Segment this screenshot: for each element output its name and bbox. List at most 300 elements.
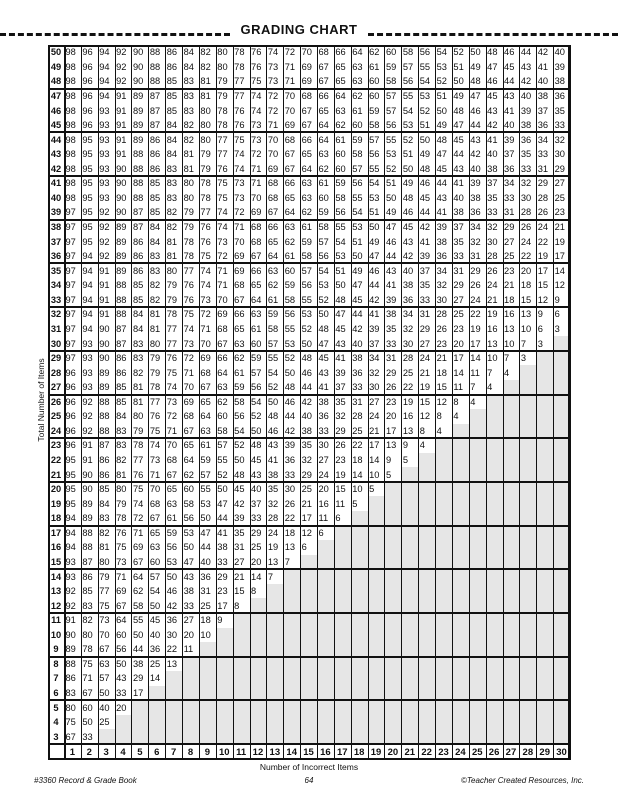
score-cell: 38 — [267, 469, 279, 480]
score-cell: 74 — [166, 382, 178, 393]
score-cell: 23 — [217, 586, 228, 597]
score-cell: 70 — [183, 382, 194, 393]
score-cell: 96 — [82, 120, 93, 131]
dashed-cut-line-right — [368, 33, 618, 36]
score-cell: 98 — [65, 76, 76, 87]
score-cell: 31 — [352, 396, 363, 407]
score-cell: 59 — [166, 527, 178, 538]
score-cell: 64 — [352, 47, 363, 58]
score-cell: 94 — [82, 265, 93, 276]
score-cell: 24 — [487, 280, 498, 291]
score-cell: 61 — [267, 294, 279, 305]
score-cell: 86 — [65, 673, 76, 684]
score-cell: 17 — [369, 440, 380, 451]
row-total-label: 3 — [53, 731, 59, 742]
score-cell: 45 — [504, 61, 515, 72]
score-cell: 42 — [166, 600, 178, 611]
score-cell: 81 — [116, 469, 127, 480]
score-cell: 83 — [166, 192, 178, 203]
score-cell: 7 — [284, 556, 290, 567]
score-cell: 52 — [234, 440, 245, 451]
score-cell: 47 — [318, 338, 329, 349]
score-cell: 80 — [200, 105, 211, 116]
score-cell: 51 — [419, 120, 431, 131]
score-cell: 50 — [369, 222, 380, 233]
score-cell: 19 — [267, 542, 279, 553]
score-cell: 42 — [470, 149, 481, 160]
score-cell: 82 — [166, 207, 178, 218]
score-cell: 78 — [217, 120, 228, 131]
score-cell: 17 — [132, 688, 144, 699]
score-cell: 15 — [335, 484, 346, 495]
score-cell: 29 — [385, 367, 397, 378]
score-cell: 43 — [436, 192, 447, 203]
score-cell: 89 — [99, 382, 110, 393]
score-cell: 91 — [99, 309, 110, 320]
grading-chart-table — [48, 45, 570, 760]
score-cell: 67 — [82, 688, 93, 699]
row-total-label: 22 — [50, 455, 62, 466]
score-cell: 97 — [65, 207, 76, 218]
score-cell: 64 — [318, 120, 329, 131]
score-cell: 54 — [251, 396, 262, 407]
score-cell: 71 — [284, 76, 296, 87]
score-cell: 94 — [99, 61, 110, 72]
score-cell: 40 — [352, 338, 363, 349]
score-cell: 71 — [217, 265, 228, 276]
score-cell: 49 — [352, 265, 363, 276]
score-cell: 53 — [335, 251, 346, 262]
score-cell: 29 — [554, 163, 565, 174]
score-cell: 68 — [251, 222, 262, 233]
score-cell: 68 — [217, 323, 228, 334]
score-cell: 47 — [335, 309, 346, 320]
score-cell: 97 — [65, 222, 76, 233]
score-cell: 64 — [200, 411, 211, 422]
score-cell: 38 — [318, 396, 329, 407]
row-total-label: 9 — [53, 644, 59, 655]
score-cell: 83 — [82, 600, 93, 611]
score-cell: 82 — [82, 615, 93, 626]
score-cell: 66 — [318, 90, 329, 101]
score-cell: 43 — [453, 163, 464, 174]
score-cell: 98 — [65, 61, 76, 72]
score-cell: 40 — [99, 702, 110, 713]
score-cell: 76 — [234, 120, 245, 131]
score-cell: 58 — [402, 47, 414, 58]
score-cell: 8 — [419, 425, 425, 436]
score-cell: 47 — [487, 61, 498, 72]
score-cell: 41 — [453, 178, 464, 189]
score-cell: 93 — [82, 353, 93, 364]
score-cell: 14 — [251, 571, 262, 582]
score-cell: 27 — [234, 556, 245, 567]
score-cell: 39 — [369, 323, 380, 334]
score-cell: 62 — [301, 207, 312, 218]
row-total-label: 31 — [50, 323, 62, 334]
score-cell: 71 — [132, 527, 144, 538]
score-cell: 48 — [419, 163, 431, 174]
score-cell: 63 — [99, 658, 110, 669]
score-cell: 4 — [436, 425, 442, 436]
score-cell: 59 — [284, 280, 296, 291]
score-cell: 7 — [520, 338, 527, 349]
score-cell: 48 — [453, 105, 464, 116]
score-cell: 82 — [149, 294, 161, 305]
row-total-label: 41 — [50, 178, 62, 189]
column-header-incorrect: 3 — [103, 746, 109, 758]
score-cell: 62 — [284, 236, 296, 247]
score-cell: 29 — [132, 673, 144, 684]
score-cell: 86 — [116, 367, 127, 378]
score-cell: 24 — [369, 411, 380, 422]
score-cell: 96 — [65, 425, 76, 436]
score-cell: 85 — [166, 105, 178, 116]
score-cell: 36 — [284, 455, 296, 466]
score-cell: 13 — [267, 556, 279, 567]
score-cell: 84 — [166, 134, 178, 145]
score-cell: 90 — [82, 469, 93, 480]
score-cell: 59 — [267, 309, 279, 320]
score-cell: 43 — [335, 338, 346, 349]
score-cell: 23 — [335, 455, 346, 466]
score-cell: 65 — [183, 440, 194, 451]
score-cell: 80 — [132, 411, 144, 422]
score-cell: 23 — [436, 338, 447, 349]
score-cell: 50 — [132, 629, 144, 640]
score-cell: 77 — [217, 134, 228, 145]
score-cell: 83 — [132, 353, 144, 364]
score-cell: 50 — [385, 192, 397, 203]
score-cell: 53 — [301, 309, 312, 320]
score-cell: 37 — [504, 149, 515, 160]
score-cell: 41 — [385, 280, 397, 291]
score-cell: 79 — [149, 367, 161, 378]
score-cell: 92 — [65, 586, 76, 597]
score-cell: 94 — [65, 542, 76, 553]
column-header-incorrect: 12 — [252, 746, 264, 758]
score-cell: 88 — [99, 396, 110, 407]
score-cell: 91 — [82, 440, 93, 451]
score-cell: 67 — [318, 61, 329, 72]
score-cell: 91 — [99, 294, 110, 305]
score-cell: 21 — [301, 498, 312, 509]
score-cell: 44 — [520, 47, 532, 58]
score-cell: 60 — [116, 629, 127, 640]
score-cell: 46 — [166, 586, 178, 597]
score-cell: 86 — [82, 571, 93, 582]
score-cell: 74 — [149, 440, 161, 451]
score-cell: 50 — [284, 367, 296, 378]
score-cell: 90 — [99, 338, 110, 349]
score-cell: 9 — [537, 309, 543, 320]
score-cell: 53 — [166, 556, 178, 567]
score-cell: 88 — [82, 527, 93, 538]
score-cell: 83 — [149, 265, 161, 276]
score-cell: 80 — [149, 338, 161, 349]
score-cell: 62 — [267, 280, 279, 291]
score-cell: 94 — [65, 527, 76, 538]
score-cell: 37 — [537, 105, 549, 116]
score-cell: 33 — [487, 207, 498, 218]
column-header-incorrect: 5 — [137, 746, 143, 758]
score-cell: 98 — [65, 47, 76, 58]
score-cell: 44 — [132, 644, 144, 655]
score-cell: 79 — [149, 353, 161, 364]
score-cell: 84 — [116, 411, 127, 422]
score-cell: 55 — [284, 323, 296, 334]
score-cell: 68 — [267, 192, 279, 203]
score-cell: 98 — [65, 105, 76, 116]
score-cell: 18 — [436, 367, 447, 378]
column-header-incorrect: 8 — [187, 746, 194, 758]
score-cell: 16 — [504, 309, 515, 320]
score-cell: 89 — [132, 105, 144, 116]
score-cell: 44 — [217, 513, 228, 524]
score-cell: 41 — [436, 207, 447, 218]
score-cell: 64 — [217, 367, 228, 378]
score-cell: 85 — [82, 586, 93, 597]
row-total-label: 37 — [50, 236, 62, 247]
score-cell: 88 — [132, 149, 144, 160]
score-cell: 84 — [132, 309, 144, 320]
score-cell: 51 — [369, 207, 380, 218]
score-cell: 85 — [166, 76, 178, 87]
score-cell: 92 — [116, 76, 127, 87]
score-cell: 66 — [267, 222, 279, 233]
score-cell: 91 — [99, 280, 110, 291]
score-cell: 95 — [65, 469, 76, 480]
score-cell: 98 — [65, 120, 76, 131]
score-cell: 14 — [149, 673, 161, 684]
score-cell: 76 — [251, 61, 262, 72]
score-cell: 70 — [166, 440, 178, 451]
score-cell: 81 — [99, 542, 110, 553]
score-cell: 97 — [65, 338, 76, 349]
row-total-label: 43 — [50, 149, 62, 160]
score-cell: 15 — [234, 586, 245, 597]
footer-book-title: #3360 Record & Grade Book — [34, 776, 137, 785]
score-cell: 43 — [267, 440, 279, 451]
score-cell: 60 — [183, 484, 194, 495]
score-cell: 61 — [200, 440, 211, 451]
score-cell: 70 — [301, 47, 312, 58]
score-cell: 76 — [166, 353, 178, 364]
score-cell: 84 — [132, 323, 144, 334]
score-cell: 91 — [116, 90, 127, 101]
score-cell: 58 — [183, 498, 194, 509]
score-cell: 75 — [99, 600, 110, 611]
score-cell: 78 — [132, 440, 144, 451]
score-cell: 82 — [200, 61, 211, 72]
score-cell: 80 — [116, 484, 127, 495]
score-cell: 40 — [251, 484, 262, 495]
score-cell: 91 — [116, 149, 127, 160]
score-cell: 73 — [217, 236, 228, 247]
score-cell: 42 — [352, 323, 363, 334]
score-cell: 96 — [65, 382, 76, 393]
score-cell: 23 — [453, 323, 464, 334]
score-cell: 29 — [251, 527, 262, 538]
score-cell: 24 — [520, 236, 532, 247]
score-cell: 63 — [217, 382, 228, 393]
score-cell: 88 — [132, 178, 144, 189]
score-cell: 69 — [284, 120, 296, 131]
score-cell: 31 — [200, 586, 211, 597]
score-cell: 42 — [419, 222, 431, 233]
score-cell: 49 — [453, 90, 464, 101]
score-cell: 65 — [335, 76, 346, 87]
score-cell: 54 — [402, 105, 414, 116]
score-cell: 81 — [183, 163, 194, 174]
column-header-incorrect: 25 — [471, 746, 483, 758]
score-cell: 77 — [166, 338, 178, 349]
column-header-incorrect: 11 — [236, 746, 247, 758]
score-cell: 20 — [385, 411, 397, 422]
score-cell: 50 — [217, 484, 228, 495]
score-cell: 56 — [335, 207, 346, 218]
score-cell: 50 — [234, 455, 245, 466]
score-cell: 53 — [352, 222, 363, 233]
row-total-label: 40 — [50, 192, 62, 203]
score-cell: 53 — [419, 90, 431, 101]
score-cell: 40 — [402, 265, 414, 276]
score-cell: 36 — [318, 411, 329, 422]
row-total-label: 32 — [50, 309, 62, 320]
score-cell: 63 — [267, 265, 279, 276]
score-cell: 12 — [537, 294, 549, 305]
score-cell: 47 — [352, 280, 363, 291]
score-cell: 96 — [82, 76, 93, 87]
score-cell: 94 — [82, 323, 93, 334]
score-cell: 10 — [487, 353, 498, 364]
score-cell: 73 — [166, 396, 178, 407]
score-cell: 92 — [99, 236, 110, 247]
score-cell: 72 — [267, 90, 279, 101]
score-cell: 83 — [149, 251, 161, 262]
score-cell: 78 — [234, 47, 245, 58]
score-cell: 60 — [284, 265, 296, 276]
score-cell: 55 — [402, 90, 414, 101]
score-cell: 34 — [537, 134, 549, 145]
score-cell: 19 — [470, 323, 481, 334]
score-cell: 62 — [352, 90, 363, 101]
score-cell: 83 — [116, 425, 127, 436]
score-cell: 80 — [183, 178, 194, 189]
score-cell: 85 — [149, 192, 161, 203]
score-cell: 78 — [217, 105, 228, 116]
score-cell: 85 — [132, 280, 144, 291]
score-cell: 55 — [335, 222, 346, 233]
score-cell: 46 — [369, 265, 380, 276]
score-cell: 59 — [301, 236, 312, 247]
score-cell: 32 — [487, 222, 498, 233]
score-cell: 53 — [318, 280, 329, 291]
score-cell: 70 — [200, 338, 211, 349]
score-cell: 55 — [217, 455, 228, 466]
score-cell: 52 — [402, 134, 414, 145]
score-cell: 57 — [99, 673, 110, 684]
score-cell: 88 — [132, 163, 144, 174]
score-cell: 76 — [200, 222, 211, 233]
score-cell: 51 — [436, 90, 447, 101]
score-cell: 71 — [267, 120, 279, 131]
score-cell: 98 — [65, 134, 76, 145]
row-total-label: 27 — [50, 382, 62, 393]
score-cell: 64 — [335, 90, 346, 101]
score-cell: 20 — [453, 338, 464, 349]
score-cell: 84 — [183, 47, 194, 58]
score-cell: 25 — [453, 309, 464, 320]
score-cell: 49 — [419, 149, 431, 160]
dashed-cut-line-left — [0, 33, 230, 36]
score-cell: 65 — [234, 323, 245, 334]
score-cell: 19 — [554, 236, 565, 247]
score-cell: 43 — [504, 90, 515, 101]
score-cell: 36 — [352, 367, 363, 378]
score-cell: 74 — [200, 280, 211, 291]
score-cell: 92 — [99, 251, 110, 262]
score-cell: 64 — [301, 163, 312, 174]
score-cell: 60 — [82, 702, 93, 713]
score-cell: 76 — [200, 236, 211, 247]
score-cell: 30 — [436, 294, 447, 305]
score-cell: 69 — [267, 163, 279, 174]
score-cell: 82 — [99, 527, 110, 538]
score-cell: 83 — [65, 688, 76, 699]
score-cell: 83 — [132, 338, 144, 349]
score-cell: 26 — [537, 207, 549, 218]
score-cell: 50 — [301, 338, 312, 349]
score-cell: 79 — [183, 222, 194, 233]
score-cell: 25 — [200, 600, 211, 611]
score-cell: 45 — [251, 455, 262, 466]
score-cell: 54 — [149, 586, 161, 597]
column-header-incorrect: 14 — [286, 746, 297, 758]
score-cell: 14 — [352, 469, 363, 480]
score-cell: 24 — [470, 294, 481, 305]
score-cell: 67 — [65, 731, 76, 742]
score-cell: 75 — [132, 484, 144, 495]
score-cell: 62 — [132, 586, 144, 597]
score-cell: 88 — [99, 425, 110, 436]
score-cell: 48 — [234, 469, 245, 480]
column-header-incorrect: 29 — [539, 746, 550, 758]
score-cell: 22 — [520, 251, 532, 262]
score-cell: 8 — [234, 600, 240, 611]
score-cell: 46 — [284, 396, 296, 407]
score-cell: 48 — [267, 411, 279, 422]
score-cell: 47 — [200, 527, 211, 538]
score-cell: 32 — [554, 134, 565, 145]
score-cell: 10 — [520, 323, 532, 334]
score-cell: 33 — [504, 192, 515, 203]
score-cell: 83 — [183, 90, 194, 101]
score-cell: 23 — [385, 396, 397, 407]
column-header-incorrect: 30 — [556, 746, 567, 758]
score-cell: 98 — [65, 178, 76, 189]
score-cell: 70 — [149, 484, 161, 495]
score-cell: 95 — [82, 178, 93, 189]
score-cell: 18 — [284, 527, 296, 538]
score-cell: 93 — [99, 149, 110, 160]
score-cell: 93 — [82, 382, 93, 393]
score-cell: 68 — [318, 47, 329, 58]
score-cell: 45 — [149, 615, 161, 626]
score-cell: 50 — [200, 513, 211, 524]
row-total-label: 42 — [50, 163, 62, 174]
score-cell: 93 — [99, 120, 110, 131]
